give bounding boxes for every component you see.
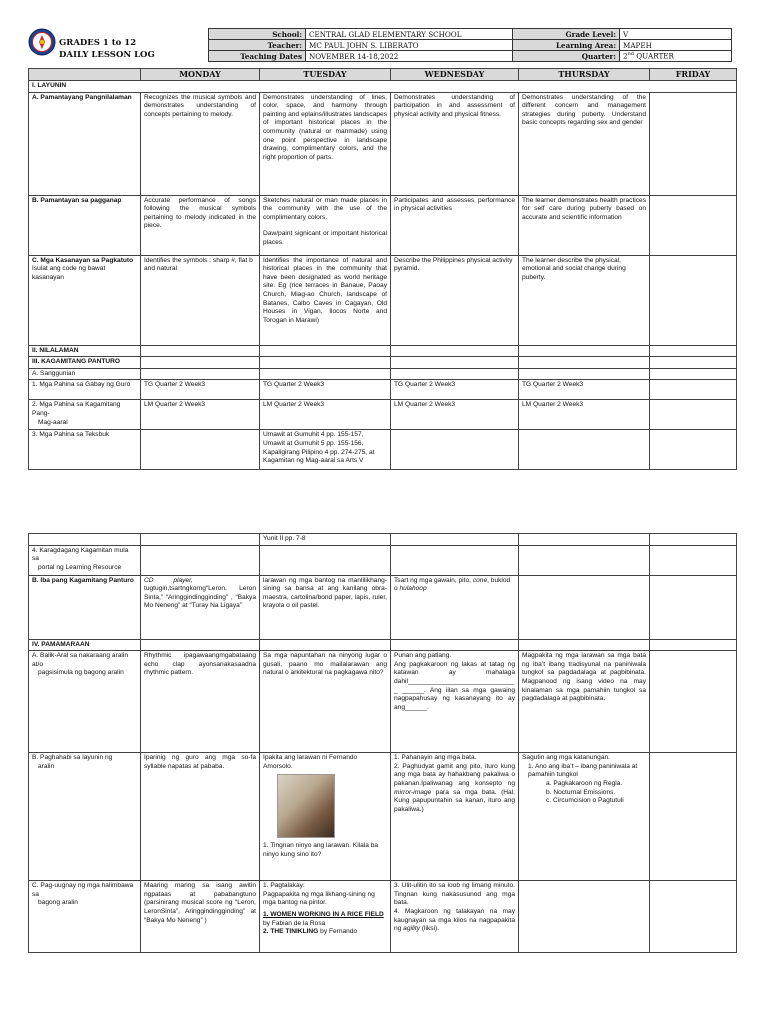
table-row: [29, 753, 737, 881]
day-friday: FRIDAY: [650, 69, 737, 81]
cell-thu: [519, 881, 650, 953]
row-label-sub: Isulat ang code ng bawat kasanayan: [32, 265, 106, 281]
cell-fri: [650, 380, 737, 400]
row-label-line: B. Paghahabi sa layunin ng: [32, 754, 113, 762]
cell-text: 3. Ulit-ulitin ito sa loob ng limang minuto. Tingnan kung nakasusunod ang mga bata.: [394, 882, 515, 907]
row-label-line: A. Balik-Aral sa nakaraang aralin at/o: [32, 652, 129, 668]
cell-fri: [650, 545, 737, 575]
table-row: [29, 345, 737, 357]
empty-cell: [141, 639, 260, 651]
cell-tue: Umawit at Gumuhit 4 pp. 155-157, Umawit at Gumuhit 5 pp. 155-156, Kapaligirang Pilipino 4 pp. 274-275, at Kagamitan ng Mag-aaral sa Arts V: [260, 430, 391, 470]
school-label: School:: [209, 29, 306, 40]
cell-fri: [650, 881, 737, 953]
list-item: a. Pagkakaroon ng Regla.: [546, 779, 623, 787]
cell-tue: LM Quarter 2 Week3: [260, 400, 391, 430]
area-label: Learning Area:: [513, 40, 620, 51]
row-label-line: 4. Karagdagang Kagamitan mula sa: [32, 546, 129, 563]
quarter-label: Quarter:: [513, 51, 620, 62]
row-label-line: portal ng Learning Resource: [38, 563, 122, 571]
table-row: [29, 534, 737, 546]
cell-text: Sagutin ang mga katanungan.: [522, 754, 610, 762]
cell-fri: [650, 400, 737, 430]
empty-cell: [519, 345, 650, 357]
empty-cell: [141, 345, 260, 357]
day-wednesday: WEDNESDAY: [391, 69, 519, 81]
table-row: [29, 357, 737, 369]
cell-mon: Identifies the symbols : sharp #, flat b and natural: [141, 255, 260, 345]
table-row: [29, 575, 737, 639]
cell-thu: LM Quarter 2 Week3: [519, 400, 650, 430]
teacher-label: Teacher:: [209, 40, 306, 51]
row-label-line: bagong aralin: [38, 899, 78, 907]
empty-cell: [650, 357, 737, 369]
lesson-table-page-1: [28, 68, 737, 470]
cell-text: [154, 577, 174, 584]
cell-text: Punan ang patlang.: [394, 652, 452, 660]
row-label: [29, 400, 141, 430]
day-header-row: [29, 69, 737, 81]
dates-value: NOVEMBER 14-18,2022: [306, 51, 513, 62]
cell-thu: The learner describe the physical, emotional and social change during puberty.: [519, 255, 650, 345]
cell-mon: TG Quarter 2 Week3: [141, 380, 260, 400]
row-label: [29, 753, 141, 881]
cell-wed: LM Quarter 2 Week3: [391, 400, 519, 430]
grade-label: Grade Level:: [513, 29, 620, 40]
row-label: 1. Mga Pahina sa Gabay ng Guro: [29, 380, 141, 400]
table-row: [29, 368, 737, 380]
row-label-title: C. Mga Kasanayan sa Pagkatuto: [32, 256, 134, 264]
cell-thu: [519, 575, 650, 639]
empty-cell: [391, 368, 519, 380]
dll-header: [28, 28, 736, 68]
day-thursday: THURSDAY: [519, 69, 650, 81]
row-label: A. Pamantayang Pangnilalaman: [29, 92, 141, 195]
cell-text: 2. THE TINIKLING by Fernando: [263, 928, 358, 936]
cell-text: 4. Magkaroon ng talakayan na may kaugnayan sa mga kilos na nagpapakita ng agility (liksi).: [394, 907, 515, 933]
empty-cell: [391, 357, 519, 369]
cell-wed: Describe the Philippines physical activity pyramid.: [391, 255, 519, 345]
cell-fri: [650, 195, 737, 255]
cell-mon: Recognizes the musical symbols and demonstrates understanding of concepts pertaining to melody.: [141, 92, 260, 195]
cell-thu: [519, 430, 650, 470]
cell-tue: [260, 881, 391, 953]
row-label-line: C. Pag-uugnay ng mga halimbawa sa: [32, 882, 134, 898]
cell-wed: TG Quarter 2 Week3: [391, 380, 519, 400]
row-label: B. Pamantayan sa pagganap: [29, 195, 141, 255]
section-kagamitan: III. KAGAMITANG PANTURO: [29, 357, 141, 369]
cell-text: , buklod o: [394, 576, 511, 593]
amorsolo-portrait-image: [277, 774, 335, 838]
cell-thu: [519, 545, 650, 575]
empty-cell: [260, 357, 391, 369]
cell-text: Sketches natural or man made places in the community with the use of the complimentary colors.: [263, 196, 387, 221]
row-label: [29, 651, 141, 753]
row-label: B. Iba pang Kagamitang Panturo: [29, 575, 141, 639]
empty-cell: [519, 357, 650, 369]
list-item: b. Nocturnal Emissions.: [546, 788, 616, 796]
cell-thu: TG Quarter 2 Week3: [519, 380, 650, 400]
row-label-line: 2. Mga Pahina sa Kagamitang Pang-: [32, 401, 121, 417]
table-row: [29, 92, 737, 195]
row-label-line: Mag-aaral: [38, 418, 68, 426]
empty-cell: [391, 534, 519, 546]
cell-tue: Sa mga napuntahan na ninyong lugar o gusali, paano mo mailalarawan ang natural o arkitektural na pagkagawa nito?: [260, 651, 391, 753]
cell-text: tugtugin,tsartngkorng“Leron, Leron Sinta,” “Aringgindingginding” , “Bakya Mo Neneng” at “Turay Na Ligaya”: [144, 585, 256, 610]
table-row: [29, 651, 737, 753]
cell-fri: [650, 430, 737, 470]
empty-cell: [141, 357, 260, 369]
cell-text: hulahoop: [399, 585, 427, 593]
cell-text: 1. WOMEN WORKING IN A RICE FIELD by Fabian de la Rosa: [263, 910, 384, 927]
cell-wed: Participates and assesses performance in physical activities: [391, 195, 519, 255]
teacher-value: MC PAUL JOHN S. LIBERATO: [306, 40, 513, 51]
cell-tue: [260, 195, 391, 255]
empty-cell: [650, 368, 737, 380]
empty-cell: [260, 345, 391, 357]
empty-cell: [391, 639, 519, 651]
row-label-line: aralin: [38, 762, 55, 770]
cell-mon: Iparinig ng guro ang mga so-fa syllable napatas at pababa.: [141, 753, 260, 881]
cell-fri: [650, 92, 737, 195]
cell-mon: Accurate performance of songs following the musical symbols pertaining to melody indicated in the piece.: [141, 195, 260, 255]
title-grades: GRADES 1 to 12: [59, 38, 137, 48]
cell-fri: [650, 575, 737, 639]
table-row: [29, 881, 737, 953]
empty-cell: [650, 534, 737, 546]
row-label-line: pagsisimula ng bagong aralin: [38, 669, 124, 677]
deped-seal-icon: [28, 28, 56, 56]
cell-text: 1. Pahanayin ang mga bata.: [394, 754, 477, 762]
empty-cell: [519, 368, 650, 380]
cell-text: CD: [144, 576, 154, 584]
cell-thu: The learner demonstrates health practices for self care during puberty based on accurate and scientific information: [519, 195, 650, 255]
cell-mon: [141, 430, 260, 470]
page-2: [28, 533, 736, 953]
empty-cell: [260, 639, 391, 651]
row-label: [29, 255, 141, 345]
table-row: [29, 400, 737, 430]
cell-mon: Rhythmic ipagawaangmgabataang echo clap ayonsanakasaadna rhythmic pattern.: [141, 651, 260, 753]
school-value: CENTRAL GLAD ELEMENTARY SCHOOL: [306, 29, 513, 40]
empty-cell: [519, 534, 650, 546]
section-sanggunian: A. Sanggunian: [29, 368, 141, 380]
cell-tue: larawan ng mga bantog na manlilikhang-sining sa bansa at ang kanilang obra-maestra, cartolina/bond paper, lapis, ruler, krayola o oil pastel.: [260, 575, 391, 639]
cell-text: Daw/paint signicant or important historical places.: [263, 230, 387, 246]
cell-text: Tsart ng mga gawain, pito,: [394, 576, 473, 584]
cell-text: 1. Pagtalakay:: [263, 882, 305, 890]
cell-fri: [650, 651, 737, 753]
cell-mon: [141, 545, 260, 575]
empty-cell: [519, 639, 650, 651]
cell-thu: [519, 753, 650, 881]
cell-tue: Yunit II pp. 7-8: [260, 534, 391, 546]
section-row: [29, 81, 737, 93]
table-row: [29, 545, 737, 575]
school-info-table: [208, 28, 732, 62]
cell-wed: Demonstrates understanding of participation in and assessment of physical activity and physical fitness.: [391, 92, 519, 195]
list-item: c. Circumcision o Pagtutuli: [546, 797, 624, 805]
section-nilalaman: II. NILALAMAN: [29, 345, 141, 357]
cell-mon: LM Quarter 2 Week3: [141, 400, 260, 430]
cell-fri: [650, 753, 737, 881]
grade-value: V: [620, 29, 732, 40]
cell-tue: [260, 545, 391, 575]
cell-tue: Demonstrates understanding of lines, color, space, and harmony through painting and eplains/illustrates landscapes of important historical places in the community (natural or manmade) using one point perspective in landscape drawing, complimentary colors, and the right proportion of parts.: [260, 92, 391, 195]
corner-cell: [29, 69, 141, 81]
empty-cell: [141, 368, 260, 380]
cell-wed: [391, 430, 519, 470]
cell-text: 1. Tingnan ninyo ang larawan. Kilala ba ninyo kung sino ito?: [263, 842, 379, 858]
cell-thu: Magpakita ng mga larawan sa mga bata ng iba’t ibang tradisyunal na paniniwala tungkol sa pagdadalaga at pagbibinata. Magpanood ng isang video na may kinalaman sa mga pamahiin tungkol sa pagdadalaga at pagbibinata.: [519, 651, 650, 753]
cell-text: Ang pagkakaroon ng lakas at tatag ng katawan ay mahalaga dahil______________________________ ______. Ang iilan sa mga gawaing nagpapahusay ng kasanayang ito ay ang______.: [394, 660, 515, 711]
area-value: MAPEH: [620, 40, 732, 51]
cell-wed: [391, 881, 519, 953]
cell-mon: [141, 575, 260, 639]
cell-wed: [391, 575, 519, 639]
row-label: 3. Mga Pahina sa Teksbuk: [29, 430, 141, 470]
title-dll: DAILY LESSON LOG: [59, 50, 155, 60]
empty-cell: [650, 345, 737, 357]
table-row: [29, 255, 737, 345]
cell-text: Pagpapakita ng mga likhang-sining ng mga bantog na pintor.: [263, 890, 375, 907]
table-row: [29, 380, 737, 400]
cell-text: cone: [472, 576, 488, 584]
table-row: [29, 430, 737, 470]
cell-wed: [391, 545, 519, 575]
day-tuesday: TUESDAY: [260, 69, 391, 81]
section-layunin: I. LAYUNIN: [29, 81, 737, 93]
cell-tue: TG Quarter 2 Week3: [260, 380, 391, 400]
empty-cell: [29, 534, 141, 546]
row-label: [29, 545, 141, 575]
cell-tue: [260, 753, 391, 881]
cell-wed: [391, 753, 519, 881]
cell-text: 1. Ano ang iba’t – ibang paniniwala at pamahiin tungkol: [528, 762, 638, 779]
empty-cell: [260, 368, 391, 380]
quarter-value: 2nd QUARTER: [620, 51, 732, 62]
empty-cell: [141, 534, 260, 546]
page-1: [28, 28, 736, 470]
lesson-table-page-2: [28, 533, 737, 953]
section-pamamaraan: IV. PAMAMARAAN: [29, 639, 141, 651]
cell-thu: Demonstrates understanding of the different concern and management strategies during puberty. Understand basic concepts regarding sex and gender: [519, 92, 650, 195]
table-row: [29, 639, 737, 651]
empty-cell: [650, 639, 737, 651]
cell-text: 2. Paghudyat gamit ang pito, ituro kung ang mga bata ay hahakbang pakaliwa o pakanan.Ipaliwanag ang konsepto ng mirror-image para sa mga bata. (Hal. Kung papupuntahin sa kanan, ituro ang pakaliwa.): [394, 762, 515, 813]
dll-title: [59, 37, 155, 61]
empty-cell: [391, 345, 519, 357]
cell-wed: [391, 651, 519, 753]
cell-tue: Identifies the importance of natural and historical places in the community that have been designated as world heritage site. Eg (rice terraces in Banaue, Paoay Church, Miag-ao Church, landscape of Batanes, Calbo Caves in Cagayan, Old Houses in Vigan, Ilocos Norte and Torogan in Marawi): [260, 255, 391, 345]
table-row: [29, 195, 737, 255]
cell-text: player,: [173, 576, 193, 584]
day-monday: MONDAY: [141, 69, 260, 81]
dates-label: Teaching Dates: [209, 51, 306, 62]
cell-text: Ipakita ang larawan ni Fernando Amorsolo.: [263, 754, 358, 770]
cell-mon: Maaring maring sa isang awitin ngpataas at pababangtuno (parsinirang musical score ng “Leron, LeronSinta”, Aringgindingginding” at “Bakya Mo Neneng” ): [141, 881, 260, 953]
row-label: [29, 881, 141, 953]
cell-fri: [650, 255, 737, 345]
